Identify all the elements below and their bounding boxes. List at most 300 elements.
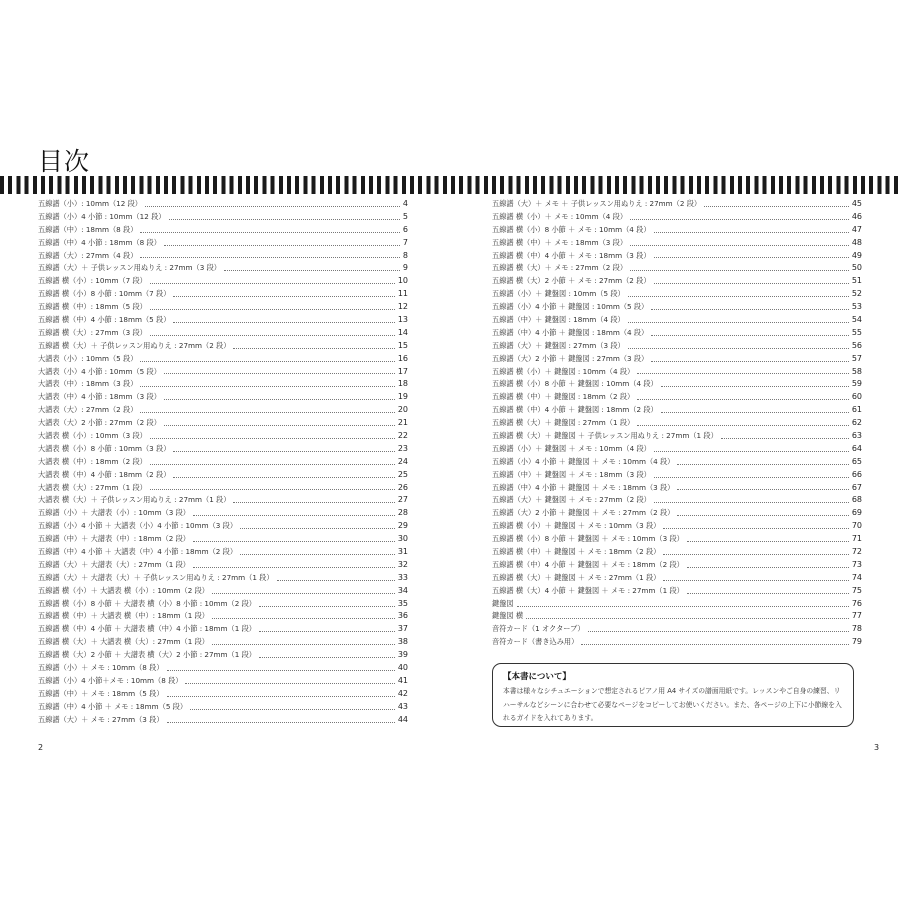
dot-leader bbox=[140, 361, 394, 362]
toc-entry-label: 五線譜 横（中）4 小節 ＋ 鍵盤図 ＋ メモ : 18mm（2 段） bbox=[492, 559, 684, 569]
toc-entry-page: 50 bbox=[851, 263, 862, 273]
toc-entry-label: 鍵盤図 bbox=[492, 598, 514, 608]
toc-entry-label: 大譜表（大）2 小節 : 27mm（2 段） bbox=[38, 418, 161, 428]
toc-entry-page: 43 bbox=[397, 701, 408, 711]
dot-leader bbox=[164, 425, 395, 426]
dot-leader bbox=[630, 245, 849, 246]
toc-entry bbox=[38, 327, 408, 340]
dot-leader bbox=[167, 670, 395, 671]
dot-leader bbox=[185, 683, 394, 684]
toc-entry-label: 五線譜（小）: 10mm（12 段） bbox=[38, 198, 142, 208]
toc-entry-label: 五線譜 横（大）＋ 鍵盤図 ＋ メモ : 27mm（1 段） bbox=[492, 572, 661, 582]
dot-leader bbox=[628, 296, 849, 297]
toc-entry bbox=[492, 378, 862, 391]
dot-leader bbox=[140, 232, 400, 233]
toc-entry bbox=[38, 546, 408, 559]
toc-entry bbox=[38, 559, 408, 572]
about-box bbox=[492, 663, 854, 727]
toc-entry-label: 五線譜 横（中）4 小節 ＋ メモ : 18mm（3 段） bbox=[492, 250, 651, 260]
toc-entry-label: 五線譜 横（中）＋ メモ : 18mm（3 段） bbox=[492, 237, 628, 247]
dot-leader bbox=[581, 644, 849, 645]
dot-leader bbox=[663, 580, 848, 581]
toc-entry bbox=[38, 701, 408, 714]
dot-leader bbox=[628, 322, 849, 323]
dot-leader bbox=[654, 283, 849, 284]
toc-entry-label: 五線譜（大）＋ 鍵盤図 : 27mm（3 段） bbox=[492, 340, 625, 350]
toc-entry-page: 70 bbox=[851, 521, 862, 531]
toc-entry-page: 77 bbox=[851, 611, 862, 621]
toc-entry bbox=[492, 250, 862, 263]
toc-entry-page: 15 bbox=[397, 340, 408, 350]
toc-entry-label: 五線譜（大）＋ メモ ＋ 子供レッスン用ぬりえ : 27mm（2 段） bbox=[492, 198, 702, 208]
toc-entry bbox=[492, 275, 862, 288]
toc-entry-label: 五線譜 横（中）＋ 鍵盤図 : 18mm（2 段） bbox=[492, 392, 635, 402]
toc-entry-page: 61 bbox=[851, 405, 862, 415]
toc-entry-label: 五線譜 横（小）8 小節 ＋ 鍵盤図 : 10mm（4 段） bbox=[492, 379, 658, 389]
striped-divider bbox=[0, 176, 900, 194]
dot-leader bbox=[651, 309, 849, 310]
toc-entry-label: 五線譜（小）＋ 鍵盤図 : 10mm（5 段） bbox=[492, 289, 625, 299]
dot-leader bbox=[169, 219, 400, 220]
toc-entry bbox=[492, 598, 862, 611]
toc-entry-page: 6 bbox=[402, 224, 408, 234]
toc-entry-label: 五線譜（小）4 小節 ＋ 鍵盤図 : 10mm（5 段） bbox=[492, 302, 649, 312]
toc-entry-page: 37 bbox=[397, 624, 408, 634]
toc-entry-page: 52 bbox=[851, 289, 862, 299]
dot-leader bbox=[654, 451, 849, 452]
toc-entry-page: 54 bbox=[851, 315, 862, 324]
toc-entry bbox=[492, 417, 862, 430]
toc-entry bbox=[38, 494, 408, 507]
dot-leader bbox=[651, 335, 849, 336]
dot-leader bbox=[224, 270, 400, 271]
toc-entry-label: 五線譜（小）＋ 鍵盤図 ＋ メモ : 10mm（4 段） bbox=[492, 443, 651, 453]
toc-entry bbox=[492, 623, 862, 636]
toc-entry bbox=[492, 533, 862, 546]
toc-entry bbox=[492, 443, 862, 456]
toc-entry-page: 39 bbox=[397, 650, 408, 660]
toc-entry-page: 60 bbox=[851, 392, 862, 402]
toc-entry-page: 12 bbox=[397, 302, 408, 312]
toc-entry-page: 68 bbox=[851, 495, 862, 505]
toc-entry bbox=[492, 404, 862, 417]
toc-entry-page: 16 bbox=[397, 353, 408, 363]
toc-entry bbox=[38, 301, 408, 314]
dot-leader bbox=[687, 541, 849, 542]
toc-entry-page: 63 bbox=[851, 431, 862, 441]
dot-leader bbox=[193, 515, 395, 516]
toc-entry bbox=[492, 340, 862, 353]
toc-entry-page: 5 bbox=[402, 211, 408, 221]
toc-entry bbox=[492, 611, 862, 624]
dot-leader bbox=[167, 722, 395, 723]
toc-entry-label: 五線譜（中）＋ 大譜表（中）: 18mm（2 段） bbox=[38, 534, 190, 544]
toc-entry-page: 72 bbox=[851, 547, 862, 557]
page-number-right: 3 bbox=[874, 743, 880, 752]
toc-entry bbox=[492, 456, 862, 469]
toc-entry-page: 47 bbox=[851, 224, 862, 234]
dot-leader bbox=[661, 386, 849, 387]
toc-entry-page: 25 bbox=[397, 469, 408, 479]
toc-entry-page: 28 bbox=[397, 508, 408, 518]
toc-entry bbox=[492, 494, 862, 507]
dot-leader bbox=[687, 593, 849, 594]
toc-entry-label: 五線譜 横（大）4 小節 ＋ 鍵盤図 ＋ メモ : 27mm（1 段） bbox=[492, 585, 684, 595]
toc-entry bbox=[38, 611, 408, 624]
toc-entry bbox=[38, 417, 408, 430]
toc-entry bbox=[38, 688, 408, 701]
toc-entry bbox=[38, 469, 408, 482]
toc-entry-label: 五線譜 横（小）8 小節 ＋ 大譜表 横（小）8 小節 : 10mm（2 段） bbox=[38, 598, 256, 608]
toc-entry-label: 五線譜（大）＋ 子供レッスン用ぬりえ : 27mm（3 段） bbox=[38, 263, 221, 273]
dot-leader bbox=[661, 412, 849, 413]
dot-leader bbox=[630, 219, 849, 220]
dot-leader bbox=[145, 206, 400, 207]
toc-entry bbox=[38, 404, 408, 417]
toc-entry bbox=[38, 623, 408, 636]
toc-entry-label: 五線譜 横（小）＋ 鍵盤図 : 10mm（4 段） bbox=[492, 366, 635, 376]
toc-entry bbox=[38, 262, 408, 275]
dot-leader bbox=[150, 309, 395, 310]
dot-leader bbox=[240, 554, 395, 555]
dot-leader bbox=[277, 580, 395, 581]
toc-entry bbox=[38, 211, 408, 224]
toc-entry bbox=[492, 288, 862, 301]
toc-entry bbox=[492, 327, 862, 340]
toc-entry-page: 32 bbox=[397, 559, 408, 569]
toc-entry-label: 大譜表（小）4 小節 : 10mm（5 段） bbox=[38, 366, 161, 376]
toc-entry bbox=[38, 250, 408, 263]
toc-entry bbox=[492, 211, 862, 224]
toc-entry-label: 大譜表 横（大）＋ 子供レッスン用ぬりえ : 27mm（1 段） bbox=[38, 495, 231, 505]
toc-entry-page: 48 bbox=[851, 237, 862, 247]
toc-entry bbox=[38, 598, 408, 611]
dot-leader bbox=[173, 477, 394, 478]
toc-entry-label: 五線譜（中）4 小節 ＋ メモ : 18mm（5 段） bbox=[38, 701, 188, 711]
toc-entry-label: 五線譜（小）4 小節 ＋ 鍵盤図 ＋ メモ : 10mm（4 段） bbox=[492, 456, 675, 466]
toc-entry-page: 53 bbox=[851, 302, 862, 312]
dot-leader bbox=[654, 232, 849, 233]
toc-entry-label: 五線譜 横（小）8 小節 ＋ メモ : 10mm（4 段） bbox=[492, 224, 651, 234]
toc-entry-page: 67 bbox=[851, 482, 862, 492]
toc-entry-page: 24 bbox=[397, 456, 408, 466]
toc-entry-label: 大譜表（中）4 小節 : 18mm（3 段） bbox=[38, 392, 161, 402]
toc-entry-label: 五線譜（小）＋ メモ : 10mm（8 段） bbox=[38, 663, 164, 673]
toc-entry-page: 56 bbox=[851, 340, 862, 350]
toc-entry-page: 10 bbox=[397, 276, 408, 286]
toc-entry bbox=[38, 572, 408, 585]
dot-leader bbox=[704, 206, 849, 207]
toc-entry-page: 7 bbox=[402, 237, 408, 247]
about-text: 本書は様々なシチュエーションで想定されるピアノ用 A4 サイズの譜面用紙です。レッスンやご自身の練習、リハーサルなどシーンに合わせて必要なページをコピーしてお使いください。また、各ページの上下に小節線を入れるガイドを入れてあります。 bbox=[503, 687, 842, 723]
toc-entry-label: 五線譜（中）4 小節 ＋ 鍵盤図 : 18mm（4 段） bbox=[492, 327, 649, 337]
dot-leader bbox=[654, 502, 849, 503]
toc-entry-page: 8 bbox=[402, 250, 408, 260]
toc-entry-page: 13 bbox=[397, 315, 408, 324]
toc-entry bbox=[492, 520, 862, 533]
toc-entry-label: 音符カード（1 オクターブ） bbox=[492, 624, 585, 634]
dot-leader bbox=[663, 554, 848, 555]
toc-entry bbox=[492, 585, 862, 598]
toc-entry bbox=[492, 482, 862, 495]
toc-entry-page: 19 bbox=[397, 392, 408, 402]
toc-entry-label: 大譜表 横（中）4 小節 : 18mm（2 段） bbox=[38, 469, 171, 479]
toc-entry bbox=[38, 340, 408, 353]
toc-entry-page: 31 bbox=[397, 547, 408, 557]
toc-entry-page: 30 bbox=[397, 534, 408, 544]
toc-entry-label: 五線譜（大）＋ 鍵盤図 ＋ メモ : 27mm（2 段） bbox=[492, 495, 651, 505]
dot-leader bbox=[150, 438, 395, 439]
toc-entry-label: 五線譜（小）4 小節 ＋ 大譜表（小）4 小節 : 10mm（3 段） bbox=[38, 521, 238, 531]
toc-entry-page: 46 bbox=[851, 211, 862, 221]
dot-leader bbox=[637, 399, 849, 400]
toc-entry-label: 五線譜 横（大）＋ 鍵盤図 ＋ 子供レッスン用ぬりえ : 27mm（1 段） bbox=[492, 431, 718, 441]
dot-leader bbox=[173, 296, 394, 297]
toc-entry-label: 五線譜 横（中）4 小節 : 18mm（5 段） bbox=[38, 315, 171, 324]
toc-entry-page: 66 bbox=[851, 469, 862, 479]
dot-leader bbox=[167, 696, 395, 697]
dot-leader bbox=[651, 361, 849, 362]
toc-entry-page: 64 bbox=[851, 443, 862, 453]
toc-entry-page: 59 bbox=[851, 379, 862, 389]
toc-entry-page: 57 bbox=[851, 353, 862, 363]
toc-entry-page: 17 bbox=[397, 366, 408, 376]
toc-entry-page: 41 bbox=[397, 675, 408, 685]
dot-leader bbox=[630, 270, 849, 271]
toc-entry bbox=[492, 507, 862, 520]
toc-entry bbox=[38, 443, 408, 456]
toc-entry-label: 五線譜 横（大）2 小節 ＋ メモ : 27mm（2 段） bbox=[492, 276, 651, 286]
dot-leader bbox=[240, 528, 395, 529]
toc-entry-label: 大譜表 横（大）: 27mm（1 段） bbox=[38, 482, 147, 492]
toc-entry-label: 五線譜 横（中）＋ 大譜表 横（中）: 18mm（1 段） bbox=[38, 611, 209, 621]
toc-entry bbox=[492, 262, 862, 275]
dot-leader bbox=[150, 335, 395, 336]
toc-entry-label: 五線譜（中）4 小節 ＋ 鍵盤図 ＋ メモ : 18mm（3 段） bbox=[492, 482, 675, 492]
dot-leader bbox=[193, 567, 395, 568]
toc-entry-label: 五線譜 横（小）＋ 鍵盤図 ＋ メモ : 10mm（3 段） bbox=[492, 521, 661, 531]
toc-entry-label: 五線譜（中）4 小節 ＋ 大譜表（中）4 小節 : 18mm（2 段） bbox=[38, 547, 238, 557]
toc-entry bbox=[38, 275, 408, 288]
toc-entry-label: 五線譜 横（中）4 小節 ＋ 鍵盤図 : 18mm（2 段） bbox=[492, 405, 658, 415]
about-heading: 【本書について】 bbox=[503, 672, 571, 682]
toc-right-column bbox=[492, 198, 862, 649]
toc-entry-label: 五線譜 横（小）: 10mm（7 段） bbox=[38, 276, 147, 286]
toc-entry-label: 大譜表 横（中）: 18mm（2 段） bbox=[38, 456, 147, 466]
toc-entry-label: 五線譜 横（中）＋ 鍵盤図 ＋ メモ : 18mm（2 段） bbox=[492, 547, 661, 557]
toc-entry-page: 14 bbox=[397, 327, 408, 337]
dot-leader bbox=[588, 631, 849, 632]
toc-entry-page: 55 bbox=[851, 327, 862, 337]
toc-entry bbox=[492, 224, 862, 237]
toc-entry bbox=[38, 198, 408, 211]
dot-leader bbox=[150, 283, 395, 284]
dot-leader bbox=[140, 257, 400, 258]
toc-entry-page: 49 bbox=[851, 250, 862, 260]
toc-entry-label: 五線譜 横（小）8 小節 ＋ 鍵盤図 ＋ メモ : 10mm（3 段） bbox=[492, 534, 684, 544]
toc-entry-label: 鍵盤図 横 bbox=[492, 611, 524, 621]
toc-entry-label: 五線譜 横（大）＋ 大譜表 横（大）: 27mm（1 段） bbox=[38, 637, 209, 647]
toc-left-column bbox=[38, 198, 408, 727]
toc-entry-label: 五線譜 横（大）＋ メモ : 27mm（2 段） bbox=[492, 263, 628, 273]
toc-entry-page: 35 bbox=[397, 598, 408, 608]
dot-leader bbox=[212, 644, 395, 645]
dot-leader bbox=[173, 451, 394, 452]
toc-entry-page: 29 bbox=[397, 521, 408, 531]
toc-entry-label: 五線譜（中）＋ 鍵盤図 ＋ メモ : 18mm（3 段） bbox=[492, 469, 651, 479]
dot-leader bbox=[677, 489, 848, 490]
toc-entry bbox=[38, 314, 408, 327]
toc-entry-label: 五線譜（小）＋ 大譜表（小）: 10mm（3 段） bbox=[38, 508, 190, 518]
toc-entry bbox=[38, 224, 408, 237]
dot-leader bbox=[164, 245, 400, 246]
toc-entry-label: 五線譜 横（小）＋ メモ : 10mm（4 段） bbox=[492, 211, 628, 221]
toc-entry-label: 五線譜（中）4 小節 : 18mm（8 段） bbox=[38, 237, 161, 247]
toc-entry-label: 五線譜 横（小）8 小節 : 10mm（7 段） bbox=[38, 289, 171, 299]
dot-leader bbox=[526, 618, 849, 619]
toc-entry bbox=[38, 430, 408, 443]
toc-entry-page: 44 bbox=[397, 714, 408, 724]
toc-entry bbox=[38, 675, 408, 688]
page-title: 目次 bbox=[38, 147, 91, 176]
toc-entry-label: 音符カード（書き込み用） bbox=[492, 637, 579, 647]
dot-leader bbox=[173, 322, 394, 323]
dot-leader bbox=[150, 489, 395, 490]
dot-leader bbox=[212, 593, 395, 594]
toc-entry bbox=[492, 391, 862, 404]
toc-entry bbox=[492, 353, 862, 366]
toc-entry-page: 38 bbox=[397, 637, 408, 647]
toc-entry-page: 11 bbox=[397, 289, 408, 299]
toc-entry bbox=[492, 559, 862, 572]
toc-entry-label: 五線譜（中）＋ 鍵盤図 : 18mm（4 段） bbox=[492, 315, 625, 324]
toc-entry bbox=[38, 533, 408, 546]
toc-entry bbox=[492, 237, 862, 250]
toc-entry-page: 21 bbox=[397, 418, 408, 428]
toc-entry-page: 51 bbox=[851, 276, 862, 286]
toc-entry bbox=[492, 469, 862, 482]
toc-entry-page: 45 bbox=[851, 198, 862, 208]
toc-entry-page: 69 bbox=[851, 508, 862, 518]
toc-entry bbox=[38, 507, 408, 520]
toc-entry bbox=[38, 636, 408, 649]
dot-leader bbox=[654, 257, 849, 258]
toc-entry-page: 75 bbox=[851, 585, 862, 595]
toc-entry-label: 五線譜 横（大）＋ 鍵盤図 : 27mm（1 段） bbox=[492, 418, 635, 428]
toc-entry-page: 26 bbox=[397, 482, 408, 492]
toc-entry-label: 五線譜（大）2 小節 ＋ 鍵盤図 : 27mm（3 段） bbox=[492, 353, 649, 363]
toc-entry bbox=[38, 353, 408, 366]
toc-entry-page: 79 bbox=[851, 637, 862, 647]
toc-entry-label: 五線譜（大）＋ 大譜表（大）: 27mm（1 段） bbox=[38, 559, 190, 569]
toc-entry-label: 五線譜 横（大）2 小節 ＋ 大譜表 横（大）2 小節 : 27mm（1 段） bbox=[38, 650, 256, 660]
toc-entry bbox=[492, 430, 862, 443]
toc-entry bbox=[492, 546, 862, 559]
dot-leader bbox=[233, 502, 394, 503]
dot-leader bbox=[517, 606, 849, 607]
toc-entry-label: 大譜表 横（小）: 10mm（3 段） bbox=[38, 431, 147, 441]
dot-leader bbox=[164, 373, 395, 374]
toc-entry-page: 4 bbox=[402, 198, 408, 208]
dot-leader bbox=[190, 709, 395, 710]
toc-entry bbox=[38, 649, 408, 662]
toc-entry bbox=[38, 585, 408, 598]
toc-entry-page: 9 bbox=[402, 263, 408, 273]
dot-leader bbox=[677, 464, 848, 465]
toc-entry-page: 78 bbox=[851, 624, 862, 634]
toc-entry bbox=[492, 301, 862, 314]
toc-entry-label: 五線譜（中）: 18mm（8 段） bbox=[38, 224, 138, 234]
toc-entry bbox=[492, 636, 862, 649]
toc-entry bbox=[492, 314, 862, 327]
toc-entry-page: 18 bbox=[397, 379, 408, 389]
toc-entry-page: 20 bbox=[397, 405, 408, 415]
toc-entry-label: 五線譜 横（小）＋ 大譜表 横（小）: 10mm（2 段） bbox=[38, 585, 209, 595]
toc-entry-page: 42 bbox=[397, 688, 408, 698]
toc-entry-label: 五線譜（大）: 27mm（4 段） bbox=[38, 250, 138, 260]
toc-entry-label: 五線譜 横（中）4 小節 ＋ 大譜表 横（中）4 小節 : 18mm（1 段） bbox=[38, 624, 256, 634]
toc-entry bbox=[38, 714, 408, 727]
dot-leader bbox=[150, 464, 395, 465]
toc-entry-label: 五線譜 横（大）: 27mm（3 段） bbox=[38, 327, 147, 337]
dot-leader bbox=[637, 425, 849, 426]
toc-entry-page: 73 bbox=[851, 559, 862, 569]
toc-entry-label: 大譜表（大）: 27mm（2 段） bbox=[38, 405, 138, 415]
toc-entry bbox=[38, 288, 408, 301]
toc-entry bbox=[38, 520, 408, 533]
toc-entry bbox=[38, 456, 408, 469]
dot-leader bbox=[687, 567, 849, 568]
dot-leader bbox=[637, 373, 849, 374]
dot-leader bbox=[140, 412, 394, 413]
toc-entry-label: 五線譜（大）＋ メモ : 27mm（3 段） bbox=[38, 714, 164, 724]
dot-leader bbox=[721, 438, 849, 439]
toc-entry bbox=[38, 237, 408, 250]
toc-entry-page: 33 bbox=[397, 572, 408, 582]
dot-leader bbox=[212, 618, 395, 619]
toc-entry-label: 五線譜（小）4 小節＋メモ : 10mm（8 段） bbox=[38, 675, 183, 685]
toc-entry-label: 大譜表 横（小）8 小節 : 10mm（3 段） bbox=[38, 443, 171, 453]
dot-leader bbox=[233, 348, 394, 349]
dot-leader bbox=[654, 477, 849, 478]
toc-entry-page: 34 bbox=[397, 585, 408, 595]
toc-entry-page: 65 bbox=[851, 456, 862, 466]
toc-entry bbox=[38, 366, 408, 379]
toc-entry-page: 62 bbox=[851, 418, 862, 428]
dot-leader bbox=[164, 399, 395, 400]
toc-entry-label: 五線譜 横（大）＋ 子供レッスン用ぬりえ : 27mm（2 段） bbox=[38, 340, 231, 350]
dot-leader bbox=[677, 515, 848, 516]
toc-entry bbox=[492, 366, 862, 379]
toc-entry bbox=[492, 572, 862, 585]
dot-leader bbox=[259, 657, 395, 658]
dot-leader bbox=[259, 631, 395, 632]
dot-leader bbox=[193, 541, 395, 542]
dot-leader bbox=[628, 348, 849, 349]
toc-entry bbox=[38, 378, 408, 391]
toc-entry-page: 27 bbox=[397, 495, 408, 505]
toc-entry-label: 五線譜（小）4 小節 : 10mm（12 段） bbox=[38, 211, 166, 221]
toc-entry bbox=[38, 482, 408, 495]
toc-entry-label: 五線譜（大）＋ 大譜表（大）＋ 子供レッスン用ぬりえ : 27mm（1 段） bbox=[38, 572, 274, 582]
dot-leader bbox=[140, 386, 394, 387]
toc-entry-label: 五線譜（中）＋ メモ : 18mm（5 段） bbox=[38, 688, 164, 698]
dot-leader bbox=[663, 528, 848, 529]
toc-entry bbox=[38, 662, 408, 675]
toc-entry-label: 五線譜（大）2 小節 ＋ 鍵盤図 ＋ メモ : 27mm（2 段） bbox=[492, 508, 675, 518]
toc-entry-page: 58 bbox=[851, 366, 862, 376]
page-number-left: 2 bbox=[38, 743, 44, 752]
